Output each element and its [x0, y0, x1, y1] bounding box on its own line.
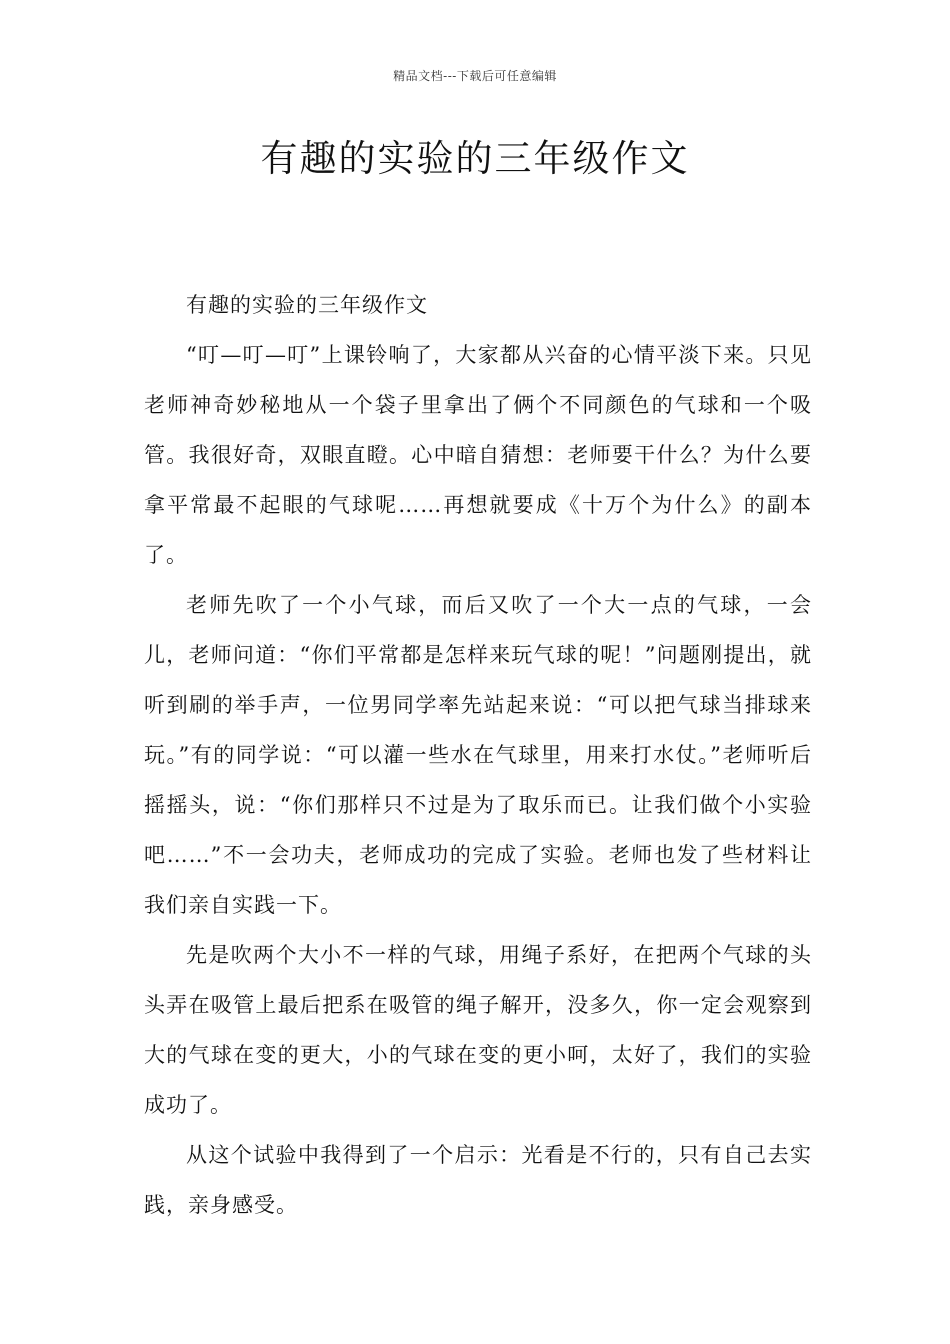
- paragraph-1: “叮—叮—叮”上课铃响了，大家都从兴奋的心情平淡下来。只见老师神奇妙秘地从一个袋子里拿出了俩个不同颜色的气球和一个吸管。我很好奇，双眼直瞪。心中暗自猜想：老师要干什么？为什么要拿平常最不起眼的气球呢……再想就要成《十万个为什么》的副本了。: [144, 343, 812, 567]
- document-body: [144, 280, 812, 1230]
- paragraph-3: 先是吹两个大小不一样的气球，用绳子系好，在把两个气球的头头弄在吸管上最后把系在吸管的绳子解开，没多久，你一定会观察到大的气球在变的更大，小的气球在变的更小呵，太好了，我们的实验成功了。: [144, 943, 812, 1117]
- paragraph-4: 从这个试验中我得到了一个启示：光看是不行的，只有自己去实践，亲身感受。: [144, 1143, 812, 1217]
- paragraph-2: 老师先吹了一个小气球，而后又吹了一个大一点的气球，一会儿，老师问道：“你们平常都是怎样来玩气球的呢！”问题刚提出，就听到刷的举手声，一位男同学率先站起来说：“可以把气球当排球来玩。”有的同学说：“可以灌一些水在气球里，用来打水仗。”老师听后摇摇头，说：“你们那样只不过是为了取乐而已。让我们做个小实验吧……”不一会功夫，老师成功的完成了实验。老师也发了些材料让我们亲自实践一下。: [144, 593, 812, 917]
- document-title: 有趣的实验的三年级作文: [260, 137, 690, 180]
- header-note: 精品文档---下载后可任意编辑: [393, 69, 557, 83]
- paragraph-subtitle: 有趣的实验的三年级作文: [186, 293, 428, 317]
